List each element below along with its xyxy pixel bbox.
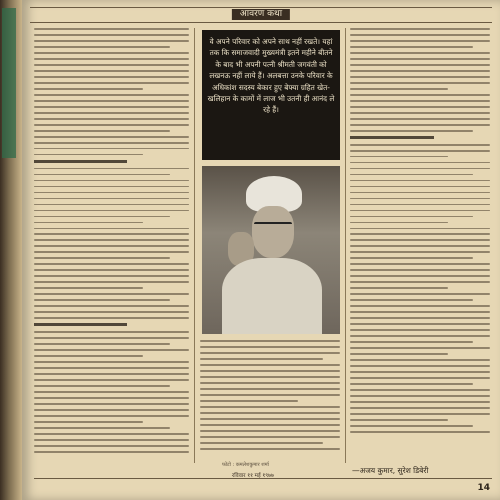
text-line — [34, 136, 189, 138]
text-line — [350, 118, 490, 120]
text-line — [34, 379, 189, 381]
text-line — [34, 445, 189, 447]
column-rule-right — [345, 28, 346, 463]
text-line — [350, 52, 490, 54]
text-line — [34, 403, 189, 405]
text-line — [350, 100, 490, 102]
text-line — [34, 361, 189, 363]
text-line — [350, 305, 490, 307]
text-line — [350, 269, 490, 271]
adjacent-page-edge — [0, 0, 22, 500]
text-line — [350, 130, 473, 132]
text-line — [350, 281, 490, 283]
text-line — [350, 70, 490, 72]
text-line — [34, 391, 189, 393]
text-line — [350, 341, 473, 343]
text-line — [34, 421, 143, 423]
text-line — [34, 192, 189, 194]
text-line — [350, 192, 490, 194]
byline: —अजय कुमार, सुरेश डिबेरी — [352, 466, 429, 475]
text-line — [34, 251, 189, 253]
text-line — [350, 365, 490, 367]
text-line — [350, 222, 448, 224]
text-line — [34, 64, 189, 66]
text-line — [200, 424, 340, 426]
text-line — [34, 222, 143, 224]
text-line — [350, 233, 490, 235]
text-line — [34, 40, 189, 42]
text-line — [34, 397, 189, 399]
photo-body — [222, 258, 322, 334]
text-line — [34, 427, 170, 429]
text-line — [34, 275, 189, 277]
text-line — [34, 305, 189, 307]
text-line — [200, 442, 323, 444]
text-line — [200, 436, 340, 438]
text-line — [350, 425, 473, 427]
text-line — [350, 124, 490, 126]
text-line — [200, 430, 340, 432]
text-line — [350, 150, 490, 152]
text-line — [34, 82, 189, 84]
text-line — [350, 64, 490, 66]
text-line — [350, 395, 490, 397]
text-line — [350, 401, 490, 403]
text-line — [350, 257, 473, 259]
text-line — [350, 323, 490, 325]
issue-line: रविवार ११ मई १९७७ — [232, 473, 274, 479]
text-line — [34, 118, 189, 120]
text-line — [350, 293, 490, 295]
text-line — [34, 317, 189, 319]
text-line — [34, 269, 189, 271]
text-line — [34, 299, 170, 301]
text-line — [200, 364, 340, 366]
text-line — [200, 400, 298, 402]
text-line — [34, 439, 189, 441]
portrait-photo — [202, 166, 340, 334]
column-rule-left — [194, 28, 195, 463]
text-line — [34, 34, 189, 36]
text-line — [350, 112, 490, 114]
text-line — [350, 317, 490, 319]
text-line — [350, 204, 490, 206]
text-line — [350, 144, 490, 146]
text-line — [350, 228, 490, 230]
text-line — [200, 346, 340, 348]
text-line — [200, 376, 340, 378]
text-line — [34, 58, 189, 60]
text-line — [350, 162, 490, 164]
header-bar — [30, 7, 492, 23]
text-line — [34, 233, 189, 235]
text-line — [350, 335, 490, 337]
text-line — [350, 263, 490, 265]
text-line — [350, 174, 473, 176]
text-line — [34, 106, 189, 108]
photo-credit: फोटो : कमलेशकुमार शर्मा — [222, 462, 269, 468]
text-line — [34, 433, 189, 435]
text-line — [34, 293, 189, 295]
text-line — [350, 299, 473, 301]
text-line — [350, 156, 448, 158]
text-line — [34, 94, 189, 96]
text-line — [34, 154, 143, 156]
text-line — [34, 216, 170, 218]
text-line — [350, 28, 490, 30]
text-line — [350, 82, 490, 84]
section-title: आवरण कथा — [232, 9, 290, 20]
text-line — [34, 52, 189, 54]
text-line — [350, 431, 490, 433]
text-line — [200, 394, 340, 396]
text-line — [350, 168, 490, 170]
text-line — [34, 174, 170, 176]
text-line — [34, 46, 170, 48]
text-line — [350, 76, 490, 78]
text-line — [350, 287, 448, 289]
text-line — [350, 239, 490, 241]
text-line — [200, 448, 340, 450]
right-column-text — [350, 28, 490, 448]
text-line — [350, 245, 490, 247]
text-line — [350, 186, 490, 188]
text-line — [350, 359, 490, 361]
text-line — [34, 100, 189, 102]
text-line — [34, 112, 189, 114]
text-line — [34, 373, 189, 375]
text-line — [350, 413, 490, 415]
pull-quote-text: वे अपने परिवार को अपने साथ नहीं रखते। यहां तक कि समाजवादी मुख्यमंत्री इतने महीने बीतने के बाद भी अपनी पत्नी श्रीमती जगवंती को लखनऊ नहीं लाये हैं। अलबत्ता उनके परिवार के अधिकांश सदस्य बेकार हुए बेफ्या ग्रहित खेत-खलिहान के कामों में लाज भी उतनी ही आनंद ले रहे हैं। — [207, 37, 335, 115]
subhead-line — [34, 323, 127, 326]
page-number: 14 — [477, 483, 490, 493]
text-line — [350, 311, 490, 313]
text-line — [200, 340, 340, 342]
text-line — [34, 409, 189, 411]
text-line — [350, 383, 473, 385]
text-line — [350, 40, 490, 42]
text-line — [200, 412, 340, 414]
text-line — [350, 353, 448, 355]
text-line — [34, 281, 189, 283]
subhead-line — [350, 136, 434, 139]
text-line — [350, 216, 473, 218]
text-line — [350, 371, 490, 373]
text-line — [34, 148, 189, 150]
text-line — [34, 349, 189, 351]
adjacent-page-green-band — [2, 8, 16, 158]
text-line — [350, 88, 448, 90]
middle-column-text — [200, 340, 340, 460]
text-line — [34, 142, 189, 144]
text-line — [200, 388, 340, 390]
text-line — [350, 198, 490, 200]
text-line — [200, 382, 340, 384]
text-line — [34, 239, 189, 241]
text-line — [34, 228, 189, 230]
text-line — [34, 415, 189, 417]
text-line — [350, 106, 490, 108]
text-line — [34, 343, 170, 345]
text-line — [350, 419, 448, 421]
text-line — [34, 451, 189, 453]
text-line — [350, 210, 490, 212]
text-line — [34, 124, 189, 126]
text-line — [34, 355, 143, 357]
text-line — [350, 329, 490, 331]
text-line — [34, 198, 189, 200]
pull-quote — [202, 30, 340, 160]
text-line — [34, 28, 189, 30]
magazine-page — [22, 0, 500, 500]
text-line — [350, 275, 490, 277]
text-line — [34, 287, 143, 289]
text-line — [34, 385, 170, 387]
text-line — [350, 34, 490, 36]
photo-glasses — [254, 222, 292, 232]
text-line — [34, 76, 189, 78]
text-line — [350, 389, 490, 391]
text-line — [34, 70, 189, 72]
text-line — [200, 352, 340, 354]
text-line — [34, 311, 189, 313]
text-line — [34, 331, 189, 333]
text-line — [350, 180, 490, 182]
text-line — [34, 337, 189, 339]
text-line — [350, 58, 490, 60]
text-line — [34, 245, 189, 247]
text-line — [34, 88, 143, 90]
photo-face — [252, 206, 294, 258]
text-line — [34, 168, 189, 170]
text-line — [34, 180, 189, 182]
text-line — [34, 257, 170, 259]
text-line — [350, 251, 490, 253]
text-line — [350, 347, 490, 349]
text-line — [34, 210, 189, 212]
subhead-line — [34, 160, 127, 163]
left-column-text — [34, 28, 189, 463]
text-line — [200, 370, 340, 372]
text-line — [200, 406, 340, 408]
text-line — [200, 418, 340, 420]
text-line — [34, 367, 189, 369]
text-line — [34, 263, 189, 265]
text-line — [350, 46, 473, 48]
text-line — [34, 204, 189, 206]
text-line — [350, 407, 490, 409]
text-line — [200, 358, 323, 360]
text-line — [34, 186, 189, 188]
text-line — [350, 377, 490, 379]
text-line — [34, 130, 170, 132]
text-line — [350, 94, 490, 96]
